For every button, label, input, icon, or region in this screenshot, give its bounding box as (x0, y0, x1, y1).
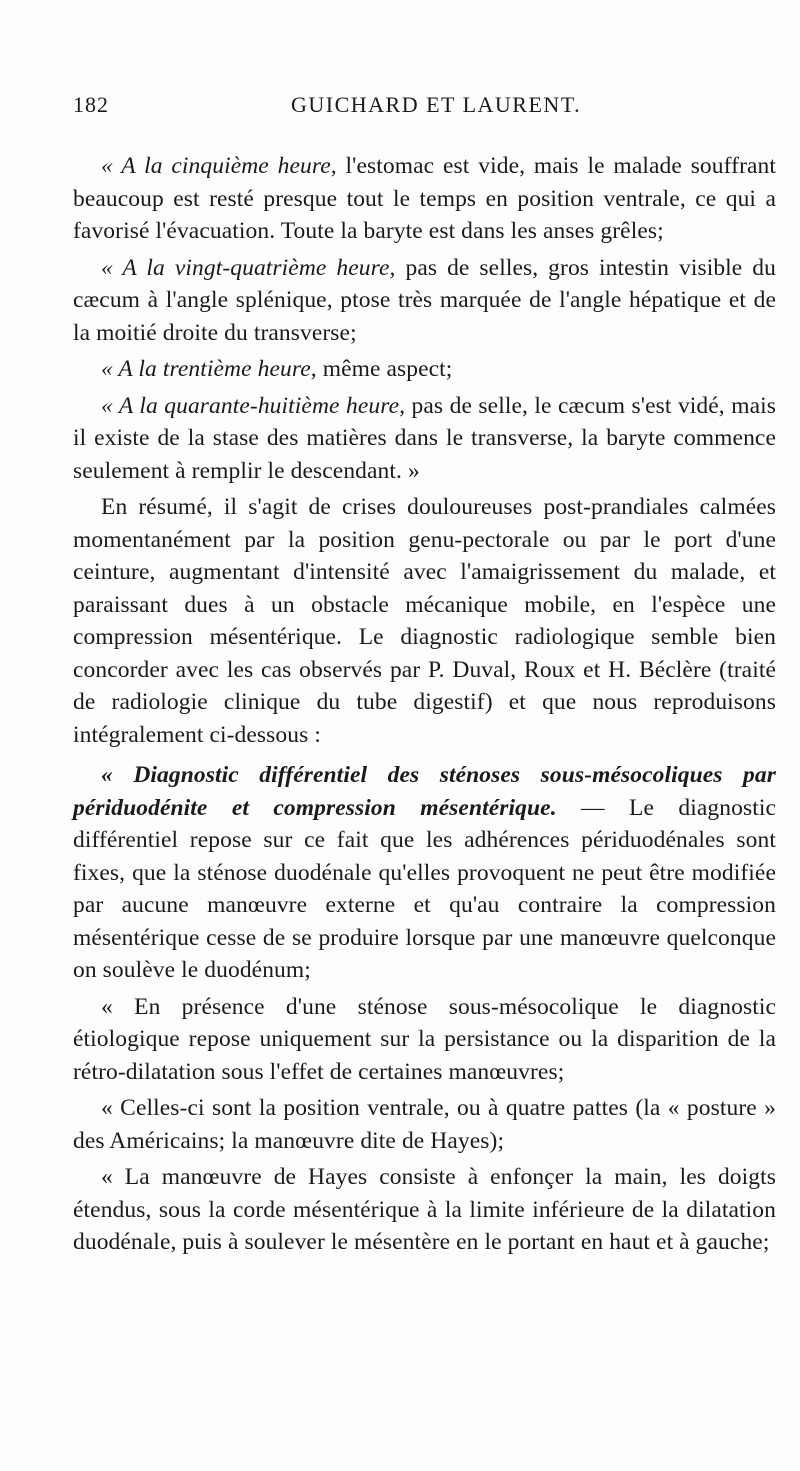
page-number: 182 (73, 92, 109, 117)
paragraph-text: — Le diagnostic différentiel repose sur ce fait que les adhérences périduodénales sont fixes, que la sténose duodénale qu'elles provoquent ne peut être modifiée par aucune manœuvre externe et qu'au contraire la compression mésentérique cesse de se produire lorsque par une manœuvre quelconque on soulève le duodénum; (73, 794, 776, 983)
body-text (73, 150, 776, 1259)
paragraph-text: « La manœuvre de Hayes consiste à enfonçer la main, les doigts étendus, sous la corde mésentérique à la limite inférieure de la dilatation duodénale, puis à soulever le mésentère en le portant en haut et à gauche; (73, 1164, 776, 1255)
paragraph-lead: « A la vingt-quatrième heure, (101, 254, 396, 281)
paragraph-lead: « A la trentième heure, (101, 356, 317, 382)
paragraph-lead: « Diagnostic différentiel des sténoses sous-mésocoliques par périduodénite et compression mésentérique. (73, 762, 776, 821)
paragraph-lead: « A la quarante-huitième heure, (101, 392, 406, 419)
paragraph-text: En résumé, il s'agit de crises douloureuses post-prandiales calmées momentanément par la position genu-pectorale ou par le port d'une ceinture, augmentant d'intensité avec l'amaigrissement du malade, et paraissant dues à un obstacle mécanique mobile, en l'espèce une compression mésentérique. Le diagnostic radiologique semble bien concorder avec les cas observés par P. Duval, Roux et H. Béclère (traité de radiologie clinique du tube digestif) et que nous reproduisons intégralement ci-dessous : (73, 494, 776, 748)
running-title: GUICHARD ET LAURENT. (291, 92, 582, 117)
paragraph-text: même aspect; (316, 356, 453, 382)
paragraph (73, 353, 776, 386)
paragraph-text: « En présence d'une sténose sous-mésocolique le diagnostic étiologique repose uniquement sur la persistance ou la disparition de la rétro-dilatation sous l'effet de certaines manœuvres; (73, 993, 776, 1085)
paragraph (73, 390, 776, 488)
paragraph-text: pas de selle, le cæcum s'est vidé, mais il existe de la stase des matières dans le transverse, la baryte commence seulement à remplir le descendant. » (73, 392, 776, 484)
paragraph-text: « Celles-ci sont la position ventrale, ou à quatre pattes (la « posture » des Américains; la manœuvre dite de Hayes); (73, 1095, 776, 1154)
paragraph (73, 1161, 776, 1259)
page-header (73, 92, 760, 132)
paragraph-lead: « A la cinquième heure, (101, 153, 337, 179)
paragraph-text: l'estomac est vide, mais le malade souffrant beaucoup est resté presque tout le temps en position ventrale, ce qui a favorisé l'évacuation. Toute la baryte est dans les anses grêles; (73, 153, 776, 244)
paragraph (73, 252, 776, 350)
paragraph (73, 991, 776, 1089)
paragraph-text: pas de selles, gros intestin visible du cæcum à l'angle splénique, ptose très marquée de l'angle hépatique et de la moitié droite du transverse; (73, 254, 776, 346)
paragraph (73, 1092, 776, 1157)
paragraph (73, 759, 776, 987)
paragraph (73, 150, 776, 248)
paragraph (73, 491, 776, 751)
